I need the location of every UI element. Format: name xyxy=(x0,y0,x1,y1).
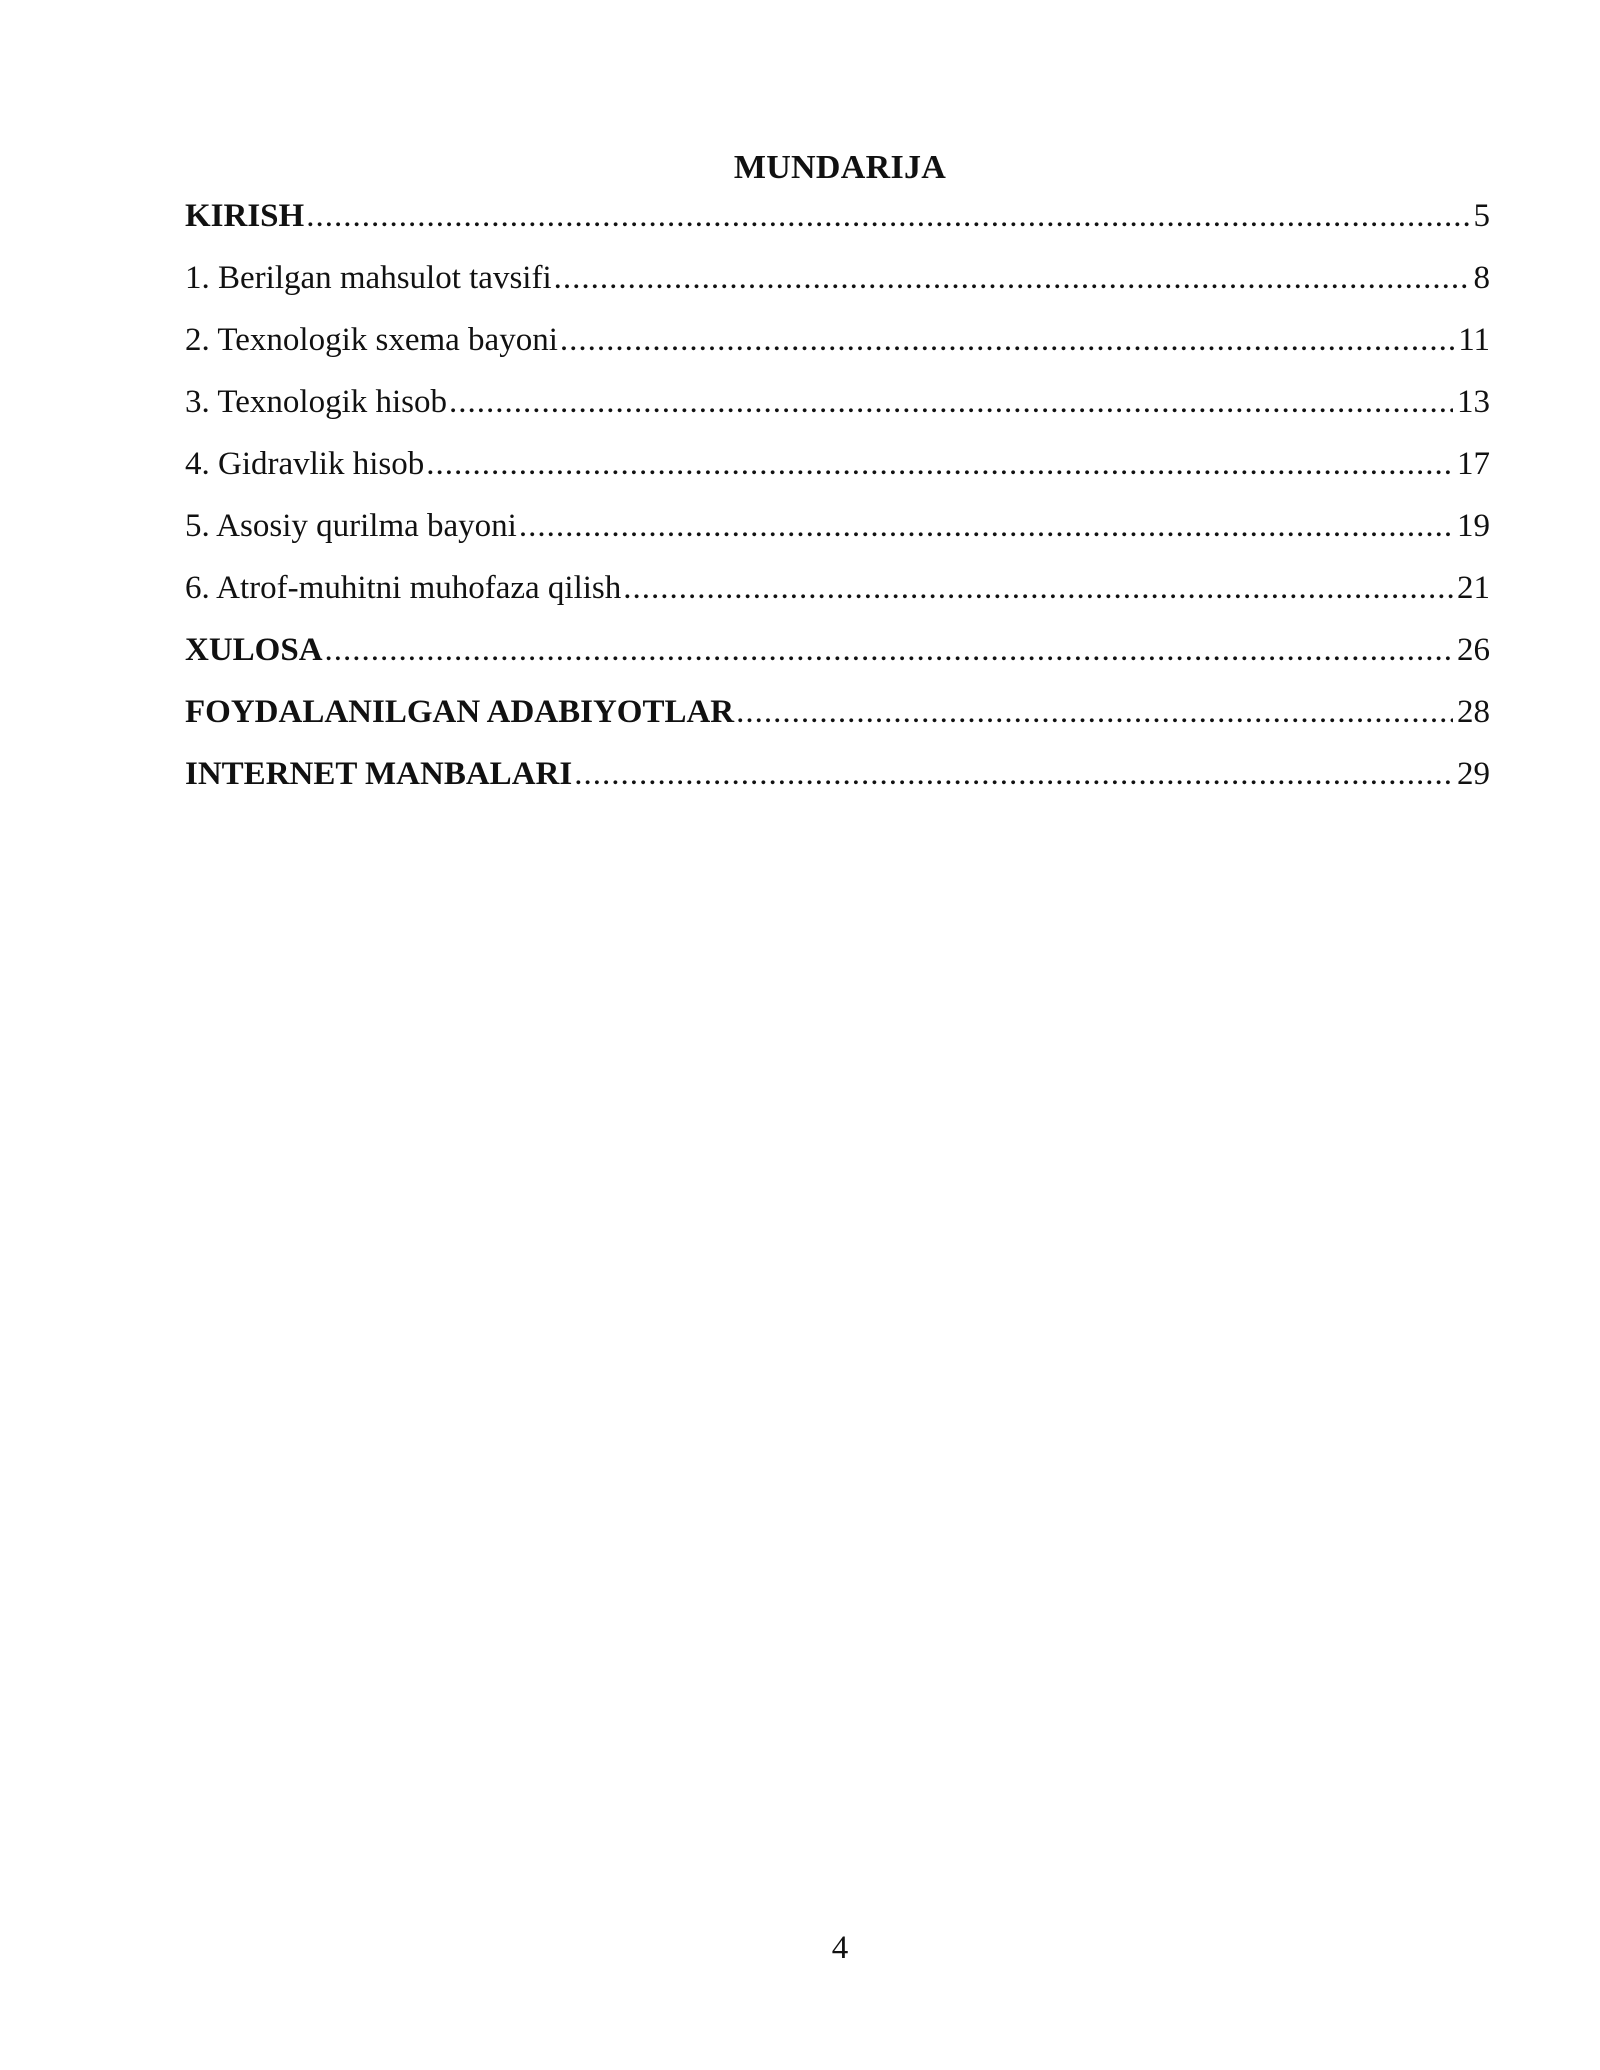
toc-entry-internet-manbalari[interactable] xyxy=(185,750,1490,812)
toc-entry-section-3[interactable] xyxy=(185,378,1490,440)
toc-entry-label: KIRISH xyxy=(185,198,305,234)
dot-leader xyxy=(449,378,1453,426)
toc-entry-page: 21 xyxy=(1457,570,1490,606)
page-number: 4 xyxy=(831,1930,849,1966)
dot-leader xyxy=(554,254,1470,302)
dot-leader xyxy=(426,440,1453,488)
toc-entry-label: 3. Texnologik hisob xyxy=(185,384,448,420)
toc-entry-page: 26 xyxy=(1457,632,1490,668)
toc-entry-xulosa[interactable] xyxy=(185,626,1490,688)
toc-entry-section-1[interactable] xyxy=(185,254,1490,316)
toc-title: MUNDARIJA xyxy=(733,149,947,186)
toc-entry-label: 2. Texnologik sxema bayoni xyxy=(185,322,558,358)
toc-entry-label: 1. Berilgan mahsulot tavsifi xyxy=(185,260,552,296)
toc-entry-section-6[interactable] xyxy=(185,564,1490,626)
toc-entry-page: 8 xyxy=(1473,260,1490,296)
table-of-contents xyxy=(185,192,1490,812)
toc-entry-page: 19 xyxy=(1457,508,1490,544)
dot-leader xyxy=(325,626,1453,674)
toc-entry-label: 6. Atrof-muhitni muhofaza qilish xyxy=(185,570,622,606)
toc-entry-adabiyotlar[interactable] xyxy=(185,688,1490,750)
toc-entry-section-5[interactable] xyxy=(185,502,1490,564)
toc-entry-kirish[interactable] xyxy=(185,192,1490,254)
dot-leader xyxy=(306,192,1469,240)
toc-entry-section-4[interactable] xyxy=(185,440,1490,502)
dot-leader xyxy=(623,564,1453,612)
toc-entry-label: XULOSA xyxy=(185,632,323,668)
toc-entry-page: 13 xyxy=(1457,384,1490,420)
toc-entry-label: 4. Gidravlik hisob xyxy=(185,446,425,482)
dot-leader xyxy=(736,688,1453,736)
toc-entry-section-2[interactable] xyxy=(185,316,1490,378)
toc-entry-page: 29 xyxy=(1457,756,1490,792)
toc-entry-page: 28 xyxy=(1457,694,1490,730)
toc-entry-page: 11 xyxy=(1458,322,1490,358)
dot-leader xyxy=(560,316,1454,364)
toc-entry-label: INTERNET MANBALARI xyxy=(185,756,573,792)
dot-leader xyxy=(574,750,1453,798)
toc-entry-label: 5. Asosiy qurilma bayoni xyxy=(185,508,517,544)
toc-entry-page: 17 xyxy=(1457,446,1490,482)
toc-entry-label: FOYDALANILGAN ADABIYOTLAR xyxy=(185,694,735,730)
dot-leader xyxy=(519,502,1453,550)
toc-entry-page: 5 xyxy=(1473,198,1490,234)
